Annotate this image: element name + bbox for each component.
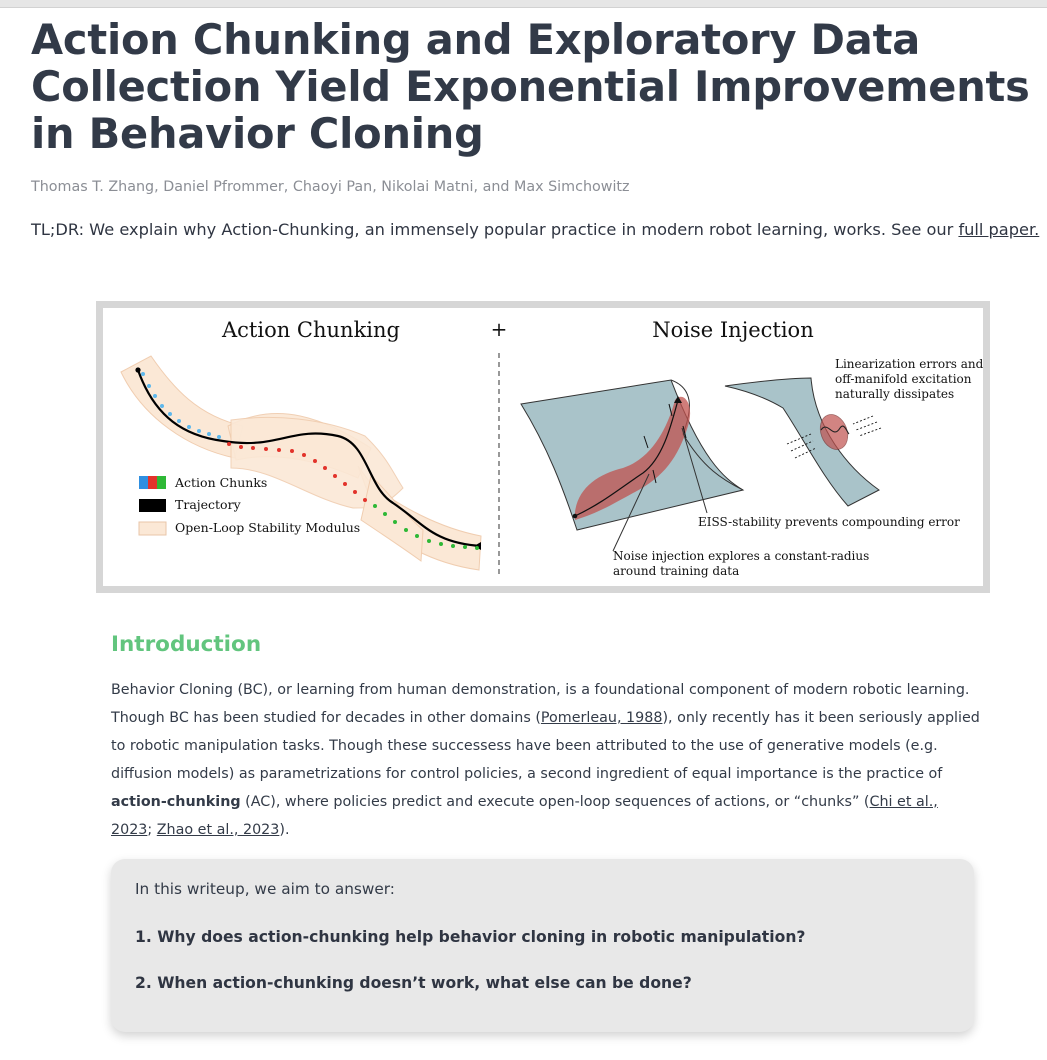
legend-trajectory: Trajectory xyxy=(175,497,241,512)
citation-chi[interactable]: Chi et al., 2023 xyxy=(111,794,938,838)
legend-modulus-swatch xyxy=(139,522,166,535)
legend-modulus: Open-Loop Stability Modulus xyxy=(175,520,361,535)
legend-chunk-blue xyxy=(139,476,148,489)
action-chunking-title: Action Chunking xyxy=(222,318,400,342)
linearization-text-2: off-manifold excitation xyxy=(835,372,972,386)
citation-separator: ; xyxy=(147,822,157,838)
question-2: 2. When action-chunking doesn’t work, what else can be done? xyxy=(135,974,692,992)
legend-chunk-green xyxy=(157,476,166,489)
citation-zhao[interactable]: Zhao et al., 2023 xyxy=(156,822,280,838)
plus-sign: + xyxy=(490,317,508,341)
linearization-text-3: naturally dissipates xyxy=(835,387,955,401)
manifold-surface xyxy=(521,380,743,530)
noise-annotation-1: Noise injection explores a constant-radius xyxy=(613,549,870,563)
tldr-text: TL;DR: We explain why Action-Chunking, an immensely popular practice in modern robot learning, works. See our xyxy=(31,220,959,239)
teaser-figure xyxy=(96,301,990,593)
intro-text-2: ), only recently has it been seriously applied to robotic manipulation tasks. Though these successess have been attributed to the use of generative models (e.g. diffusion models) as parametrizations for control policies, a second ingredient of equal importance is the practice of xyxy=(111,710,980,782)
callout-lead: In this writeup, we aim to answer: xyxy=(135,880,395,898)
noise-start xyxy=(573,514,578,519)
page-title: Action Chunking and Exploratory Data Collection Yield Exponential Improvements in Behavior Cloning xyxy=(31,15,1030,158)
full-paper-link[interactable]: full paper. xyxy=(958,220,1040,239)
questions-callout xyxy=(111,859,974,1032)
noise-annotation-2: around training data xyxy=(613,564,740,578)
intro-text-1: Behavior Cloning (BC), or learning from human demonstration, is a foundational component of modern robotic learning. Though BC has been studied for decades in other domains ( xyxy=(111,682,970,726)
author-list: Thomas T. Zhang, Daniel Pfrommer, Chaoyi Pan, Nikolai Matni, and Max Simchowitz xyxy=(31,179,630,195)
noise-injection-title: Noise Injection xyxy=(652,318,814,342)
teaser-figure-svg xyxy=(103,308,983,586)
eiss-annotation: EISS-stability prevents compounding error xyxy=(698,515,960,529)
linearization-text-1: Linearization errors and xyxy=(835,357,983,371)
intro-text-3: (AC), where policies predict and execute open-loop sequences of actions, or “chunks” ( xyxy=(240,794,870,810)
legend-action-chunks: Action Chunks xyxy=(175,475,268,490)
introduction-paragraph xyxy=(111,676,981,844)
tldr xyxy=(31,220,1039,239)
intro-text-4: ). xyxy=(279,822,290,838)
legend-chunk-red xyxy=(148,476,157,489)
trajectory-start xyxy=(135,367,140,372)
action-chunking-term: action-chunking xyxy=(111,794,241,810)
browser-top-strip xyxy=(0,0,1047,8)
introduction-heading: Introduction xyxy=(111,632,262,657)
legend-trajectory-swatch xyxy=(139,499,166,512)
question-1: 1. Why does action-chunking help behavior cloning in robotic manipulation? xyxy=(135,928,806,946)
citation-pomerleau[interactable]: Pomerleau, 1988 xyxy=(540,710,663,726)
